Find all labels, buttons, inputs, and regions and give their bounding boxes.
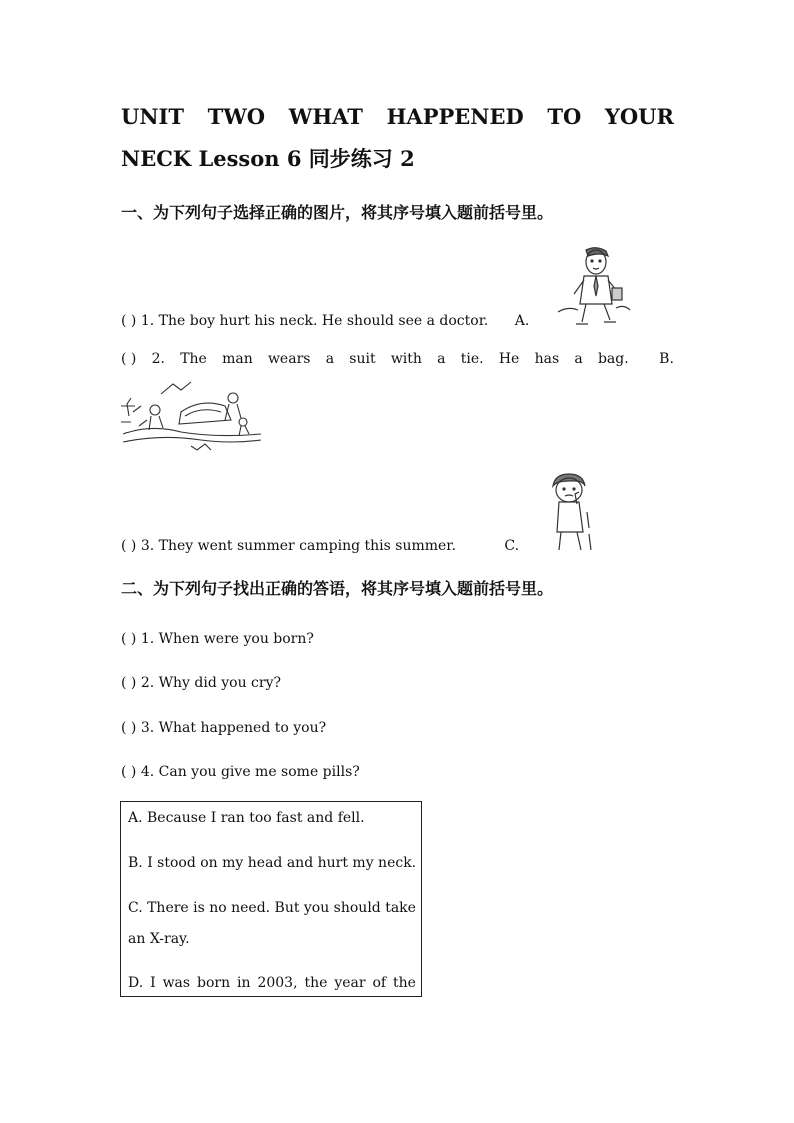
question: 4. Can you give me some pills? — [140, 764, 360, 780]
word: C. — [128, 900, 143, 916]
picture-b-camping-scene — [121, 376, 263, 454]
option-label: C. — [504, 538, 520, 554]
word: There — [147, 900, 189, 916]
answer-blank[interactable]: ( ) — [121, 538, 137, 554]
word: a — [437, 351, 446, 367]
section2-item-2 — [121, 676, 281, 690]
option-label: A. — [514, 313, 530, 329]
title-line-2: NECK Lesson 6 同步练习 2 — [121, 146, 415, 171]
answer-blank[interactable]: ( ) — [121, 351, 137, 367]
word: with — [390, 351, 422, 367]
title-word: TO — [547, 104, 582, 129]
word: 2. — [151, 351, 165, 367]
section2-item-1 — [121, 632, 314, 646]
word: is — [193, 900, 205, 916]
word: need. — [231, 900, 271, 916]
word: of — [372, 975, 387, 991]
answer-option-a: A. Because I ran too fast and fell. — [128, 810, 365, 826]
word: wears — [267, 351, 311, 367]
answer-blank[interactable]: ( ) — [121, 764, 137, 780]
title-line-1 — [121, 106, 674, 127]
answer-options-box — [120, 801, 422, 997]
sentence: 1. The boy hurt his neck. He should see a doctor. — [140, 313, 489, 329]
section2-item-4 — [121, 765, 360, 779]
word: a — [574, 351, 583, 367]
word: D. — [128, 975, 144, 991]
title-word: TWO — [207, 104, 266, 129]
section2-item-3 — [121, 721, 326, 735]
answer-option-c-line-1 — [128, 901, 416, 915]
question: 3. What happened to you? — [140, 720, 327, 736]
word: you — [303, 900, 330, 916]
word: has — [534, 351, 560, 367]
word: 2003, — [257, 975, 298, 991]
word: But — [274, 900, 300, 916]
word: year — [334, 975, 366, 991]
word: I — [150, 975, 156, 991]
word: bag. — [597, 351, 629, 367]
question: 1. When were you born? — [140, 631, 314, 647]
word: born — [197, 975, 231, 991]
section1-item-1 — [121, 314, 529, 328]
answer-blank[interactable]: ( ) — [121, 675, 137, 691]
word: no — [209, 900, 227, 916]
word: should — [333, 900, 381, 916]
section1-heading: 一、为下列句子选择正确的图片，将其序号填入题前括号里。 — [121, 203, 554, 222]
answer-blank[interactable]: ( ) — [121, 313, 137, 329]
question: 2. Why did you cry? — [140, 675, 282, 691]
section1-item-2 — [121, 352, 674, 366]
word: tie. — [460, 351, 484, 367]
title-word: YOUR — [604, 104, 674, 129]
word: a — [325, 351, 335, 367]
picture-c-child-hurt-neck — [545, 472, 595, 552]
word: the — [304, 975, 328, 991]
title-word: WHAT — [288, 104, 363, 129]
answer-blank[interactable]: ( ) — [121, 720, 137, 736]
option-label: B. — [659, 351, 674, 367]
picture-a-man-with-bag — [556, 246, 632, 326]
word: suit — [349, 351, 376, 367]
word: man — [222, 351, 253, 367]
word: take — [385, 900, 416, 916]
word: the — [393, 975, 416, 991]
answer-option-b: B. I stood on my head and hurt my neck. — [128, 855, 417, 871]
answer-option-c-line-2: an X-ray. — [128, 931, 190, 947]
word: in — [237, 975, 251, 991]
title-word: UNIT — [121, 104, 184, 129]
answer-blank[interactable]: ( ) — [121, 631, 137, 647]
section1-item-3 — [121, 539, 519, 553]
sentence: 3. They went summer camping this summer. — [140, 538, 456, 554]
word: was — [162, 975, 191, 991]
word: The — [180, 351, 207, 367]
title-word: HAPPENED — [386, 104, 524, 129]
section2-heading: 二、为下列句子找出正确的答语，将其序号填入题前括号里。 — [121, 579, 554, 598]
answer-option-d — [128, 976, 416, 990]
word: He — [498, 351, 520, 367]
